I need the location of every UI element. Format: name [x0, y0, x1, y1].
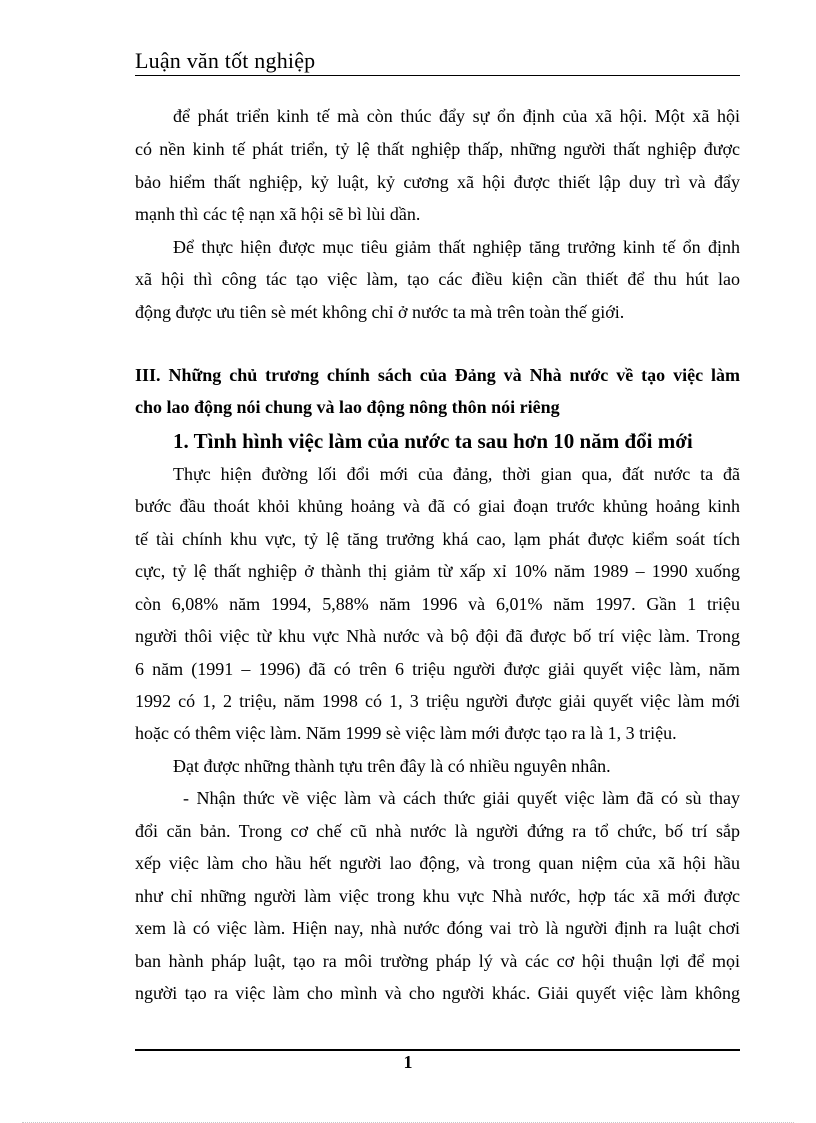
subheading: 1. Tình hình việc làm của nước ta sau hơn 10 năm đổi mới — [173, 429, 693, 453]
paragraph-2-line-3: động được ưu tiên sè mét không chỉ ở nước ta mà trên toàn thế giới. — [135, 302, 625, 322]
paragraph-4: Đạt được những thành tựu trên đây là có nhiều nguyên nhân. — [173, 756, 611, 776]
paragraph-3-line-9: hoặc có thêm việc làm. Năm 1999 sè việc làm mới được tạo ra là 1, 3 triệu. — [135, 723, 677, 743]
header-rule — [135, 75, 740, 76]
paragraph-5-line-5: xem là có việc làm. Hiện nay, nhà nước đóng vai trò là người định ra luật chơi — [135, 918, 740, 938]
paragraph-5-line-3: xếp việc làm cho hầu hết người lao động, và trong quan niệm của xã hội hầu — [135, 853, 740, 873]
section-heading-line-1: III. Những chủ trương chính sách của Đảng và Nhà nước về tạo việc làm — [135, 365, 740, 385]
section-heading-line-2: cho lao động nói chung và lao động nông thôn nói riêng — [135, 397, 560, 417]
paragraph-3-line-5: còn 6,08% năm 1994, 5,88% năm 1996 và 6,01% năm 1997. Gần 1 triệu — [135, 594, 740, 614]
footer-rule — [135, 1049, 740, 1051]
paragraph-2-line-1: Để thực hiện được mục tiêu giảm thất nghiệp tăng trưởng kinh tế ổn định — [173, 237, 740, 257]
paragraph-3-line-8: 1992 có 1, 2 triệu, năm 1998 có 1, 3 triệu người được giải quyết việc làm mới — [135, 691, 740, 711]
paragraph-5-line-2: đổi căn bản. Trong cơ chế cũ nhà nước là người đứng ra tổ chức, bố trí sắp — [135, 821, 740, 841]
paragraph-3-line-2: bước đầu thoát khỏi khủng hoảng và đã có giai đoạn trước khủng hoảng kinh — [135, 496, 740, 516]
paragraph-1-line-2: có nền kinh tế phát triển, tỷ lệ thất nghiệp thấp, những người thất nghiệp được — [135, 139, 740, 159]
paragraph-1-line-1: để phát triển kinh tế mà còn thúc đẩy sự ổn định của xã hội. Một xã hội — [173, 106, 740, 126]
paragraph-1-line-4: mạnh thì các tệ nạn xã hội sẽ bì lùi dần. — [135, 204, 421, 224]
paragraph-3-line-7: 6 năm (1991 – 1996) đã có trên 6 triệu người được giải quyết việc làm, năm — [135, 659, 740, 679]
paragraph-3-line-3: tế tài chính khu vực, tỷ lệ tăng trưởng khá cao, lạm phát được kiểm soát tích — [135, 529, 740, 549]
paragraph-5-line-1: - Nhận thức về việc làm và cách thức giải quyết việc làm đã có sù thay — [183, 788, 740, 808]
paragraph-3-line-6: người thôi việc từ khu vực Nhà nước và bộ đội đã được bố trí việc làm. Trong — [135, 626, 740, 646]
header-title: Luận văn tốt nghiệp — [135, 48, 316, 73]
paragraph-1-line-3: bảo hiểm thất nghiệp, kỷ luật, kỷ cương xã hội được thiết lập duy trì và đẩy — [135, 172, 740, 192]
paragraph-2-line-2: xã hội thì công tác tạo việc làm, tạo các điều kiện cần thiết để thu hút lao — [135, 269, 740, 289]
paragraph-3-line-1: Thực hiện đường lối đổi mới của đảng, thời gian qua, đất nước ta đã — [173, 464, 740, 484]
paragraph-5-line-7: người tạo ra việc làm cho mình và cho người khác. Giải quyết việc làm không — [135, 983, 740, 1003]
page-number: 1 — [403, 1052, 413, 1072]
paragraph-5-line-4: như chỉ những người làm việc trong khu vực Nhà nước, hợp tác xã mới được — [135, 886, 740, 906]
paragraph-3-line-4: cực, tỷ lệ thất nghiệp ở thành thị giảm từ xấp xỉ 10% năm 1989 – 1990 xuống — [135, 561, 740, 581]
paragraph-5-line-6: ban hành pháp luật, tạo ra môi trường pháp lý và các cơ hội thuận lợi để mọi — [135, 951, 740, 971]
